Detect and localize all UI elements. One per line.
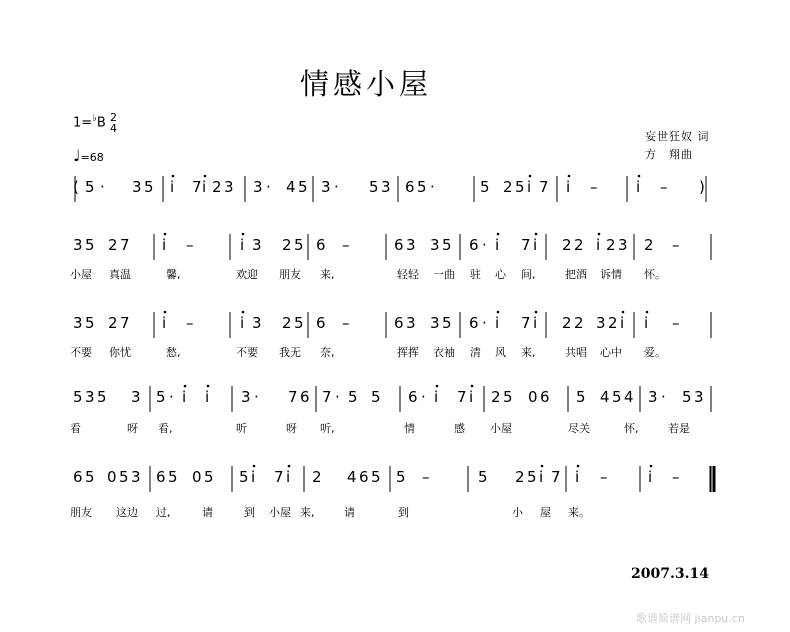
note: · [100, 178, 105, 196]
note: 5 [396, 468, 406, 486]
note: · [482, 236, 487, 254]
note: 4 [600, 388, 610, 406]
high-octave-dot [184, 385, 187, 388]
lyric: 把酒 [565, 268, 587, 281]
lyric: 心中 [600, 346, 622, 359]
note: 4 [286, 178, 296, 196]
note: 5 [97, 388, 107, 406]
lyric: 朋友 [70, 506, 92, 519]
note: i [495, 314, 500, 332]
note: 6 [156, 468, 166, 486]
lyric: 感 [454, 422, 465, 435]
note: 5 [527, 468, 537, 486]
lyric: 一曲 [433, 268, 455, 281]
note: – [342, 314, 350, 332]
lyric: 看, [158, 422, 173, 435]
note: 5 [85, 236, 95, 254]
lyric: 共唱 [565, 346, 587, 359]
note: i [644, 314, 649, 332]
note: 7 [322, 388, 332, 406]
note: i [575, 468, 580, 486]
note: 5 [144, 178, 154, 196]
lyric: 尽关 [568, 422, 590, 435]
note: 5 [239, 468, 249, 486]
note: 2 [491, 388, 501, 406]
high-octave-dot [242, 311, 245, 314]
note: 5 [442, 314, 452, 332]
note: i [527, 178, 532, 196]
note: 6 [316, 314, 326, 332]
lyric: 小屋 [490, 422, 512, 435]
note: 7 [457, 388, 467, 406]
note: i [620, 314, 625, 332]
note: 3 [430, 236, 440, 254]
note: – [672, 314, 680, 332]
note: · [482, 314, 487, 332]
lyric: 小屋 [269, 506, 291, 519]
note: 2 [282, 314, 292, 332]
note: 5 [298, 178, 308, 196]
note: – [672, 468, 680, 486]
lyric: 怀。 [644, 268, 666, 281]
lyric: 若是 [668, 422, 690, 435]
note: 6 [316, 236, 326, 254]
note: 6 [405, 178, 415, 196]
lyric: 挥挥 [397, 346, 419, 359]
note: 6 [300, 388, 310, 406]
note: 2 [515, 468, 525, 486]
note: 3 [406, 236, 416, 254]
note: 7 [120, 236, 130, 254]
lyric: 清 [470, 346, 481, 359]
note: 5 [348, 388, 358, 406]
note: 5 [576, 388, 586, 406]
note: 5 [503, 388, 513, 406]
note: 2 [562, 236, 572, 254]
lyric: 呀 [127, 422, 138, 435]
note: 3 [73, 236, 83, 254]
lyric: 衣袖 [433, 346, 455, 359]
high-octave-dot [646, 311, 649, 314]
note: 5 [515, 178, 525, 196]
note: i [205, 388, 210, 406]
note: i [495, 236, 500, 254]
lyric: 轻轻 [397, 268, 419, 281]
note: 3 [596, 314, 606, 332]
high-octave-dot [204, 175, 207, 178]
note: · [169, 388, 174, 406]
tempo-value: =68 [80, 151, 104, 164]
note: – [186, 236, 194, 254]
note: 5 [85, 468, 95, 486]
lyric: 到 [244, 506, 255, 519]
note: 5 [417, 178, 427, 196]
note: 5 [478, 468, 488, 486]
note: · [254, 388, 259, 406]
note: 7 [521, 314, 531, 332]
high-octave-dot [436, 385, 439, 388]
time-bottom: 4 [109, 122, 117, 135]
note: 5 [73, 388, 83, 406]
note: 3 [131, 388, 141, 406]
high-octave-dot [529, 175, 532, 178]
note: 6 [469, 314, 479, 332]
lyric: 这边 [116, 506, 138, 519]
note: 3 [241, 388, 251, 406]
note: 0 [528, 388, 538, 406]
song-title: 情感小屋 [300, 67, 433, 101]
note: 3 [430, 314, 440, 332]
note: 5 [480, 178, 490, 196]
note: 2 [606, 236, 616, 254]
key-letter: B [96, 115, 106, 131]
note: 2 [574, 314, 584, 332]
note: i [539, 468, 544, 486]
high-octave-dot [164, 311, 167, 314]
note: i [162, 314, 167, 332]
note: 6 [359, 468, 369, 486]
high-octave-dot [535, 311, 538, 314]
flat-sign: ♭ [92, 113, 97, 125]
high-octave-dot [471, 385, 474, 388]
note: i [636, 178, 641, 196]
high-octave-dot [541, 465, 544, 468]
lyric: 来。 [568, 506, 590, 519]
site-watermark: 歌谱简谱网 jianpu.cn [636, 612, 745, 625]
note: i [533, 314, 538, 332]
note: – [590, 178, 598, 196]
quarter-note-icon: ♩ [73, 146, 81, 165]
note: i [286, 468, 291, 486]
note: 5 [442, 236, 452, 254]
note: i [240, 314, 245, 332]
note: 2 [108, 314, 118, 332]
note: 3 [224, 178, 234, 196]
time-top: 2 [109, 111, 117, 124]
lyric: 情 [404, 422, 415, 435]
lyric: 愁, [166, 346, 181, 359]
note: · [661, 388, 666, 406]
note: 3 [132, 178, 142, 196]
note: 2 [503, 178, 513, 196]
note: 5 [156, 388, 166, 406]
note: 5 [294, 236, 304, 254]
note: 5 [612, 388, 622, 406]
note: 5 [682, 388, 692, 406]
note: 6 [408, 388, 418, 406]
note: 0 [107, 468, 117, 486]
high-octave-dot [242, 233, 245, 236]
lyric: 诉情 [600, 268, 622, 281]
note: 7 [521, 236, 531, 254]
high-octave-dot [568, 175, 571, 178]
lyric: 奈, [320, 346, 335, 359]
note: · [266, 178, 271, 196]
note: 3 [648, 388, 658, 406]
note: 4 [624, 388, 634, 406]
high-octave-dot [598, 233, 601, 236]
note: 3 [694, 388, 704, 406]
lyric: 馨, [166, 268, 181, 281]
key-prefix: 1= [73, 115, 93, 131]
lyric: 小 [512, 506, 523, 519]
note: 0 [192, 468, 202, 486]
note: i [434, 388, 439, 406]
note: 3 [252, 236, 262, 254]
note: 2 [562, 314, 572, 332]
lyric: 爱。 [644, 346, 666, 359]
high-octave-dot [207, 385, 210, 388]
note: 3 [381, 178, 391, 196]
lyric: 来, [300, 506, 315, 519]
note: 2 [608, 314, 618, 332]
note: – [672, 236, 680, 254]
note: 7 [274, 468, 284, 486]
note: i [162, 236, 167, 254]
high-octave-dot [497, 233, 500, 236]
note: 6 [540, 388, 550, 406]
lyric: 真温 [109, 268, 131, 281]
note: 5 [369, 178, 379, 196]
note: 2 [312, 468, 322, 486]
note: 7 [120, 314, 130, 332]
high-octave-dot [638, 175, 641, 178]
note: 5 [294, 314, 304, 332]
note: 3 [406, 314, 416, 332]
note: 3 [253, 178, 263, 196]
lyric: 欢迎 [236, 268, 258, 281]
lyric: 间, [521, 268, 536, 281]
lyric: 不要 [70, 346, 92, 359]
note: i [182, 388, 187, 406]
lyric: 请 [202, 506, 213, 519]
note: i [566, 178, 571, 196]
note: 2 [212, 178, 222, 196]
lyric: 我无 [279, 346, 301, 359]
high-octave-dot [172, 175, 175, 178]
note: 2 [108, 236, 118, 254]
note: 3 [321, 178, 331, 196]
lyric: 驻 [470, 268, 481, 281]
note: 5 [85, 314, 95, 332]
lyric: 你忧 [109, 346, 131, 359]
note: i [648, 468, 653, 486]
note: 2 [282, 236, 292, 254]
note: 7 [288, 388, 298, 406]
note: 7 [551, 468, 561, 486]
lyric: 到 [398, 506, 409, 519]
note: i [469, 388, 474, 406]
note: i [533, 236, 538, 254]
lyricist-credit: 妄世狂奴 词 [645, 130, 710, 143]
note: 5 [85, 178, 95, 196]
note: 5 [371, 388, 381, 406]
note: · [335, 388, 340, 406]
note: 5 [204, 468, 214, 486]
high-octave-dot [288, 465, 291, 468]
lyric: 听, [320, 422, 335, 435]
lyric: 小屋 [70, 268, 92, 281]
lyric: 来, [521, 346, 536, 359]
lyric: 朋友 [279, 268, 301, 281]
note: – [342, 236, 350, 254]
lyric: 怀, [624, 422, 639, 435]
note: i [240, 236, 245, 254]
high-octave-dot [164, 233, 167, 236]
note: 6 [469, 236, 479, 254]
note: – [186, 314, 194, 332]
note: 2 [574, 236, 584, 254]
lyric: 屋 [540, 506, 551, 519]
note: i [202, 178, 207, 196]
note: 6 [394, 236, 404, 254]
note: ( [73, 178, 79, 196]
lyric: 不要 [236, 346, 258, 359]
note: 3 [252, 314, 262, 332]
note: · [430, 178, 435, 196]
note: 5 [371, 468, 381, 486]
lyric: 听 [236, 422, 247, 435]
note: – [660, 178, 668, 196]
composer-credit: 方 翔曲 [645, 148, 693, 161]
lyric: 来, [320, 268, 335, 281]
note: 3 [73, 314, 83, 332]
note: 2 [644, 236, 654, 254]
note: 3 [131, 468, 141, 486]
high-octave-dot [577, 465, 580, 468]
lyric: 风 [495, 346, 506, 359]
note: 5 [168, 468, 178, 486]
note: 6 [394, 314, 404, 332]
note: 7 [192, 178, 202, 196]
note: i [170, 178, 175, 196]
lyric: 心 [495, 268, 506, 281]
note: i [596, 236, 601, 254]
note: · [334, 178, 339, 196]
lyric: 过, [156, 506, 171, 519]
date-stamp: 2007.3.14 [631, 566, 709, 582]
lyric: 请 [344, 506, 355, 519]
note: · [421, 388, 426, 406]
high-octave-dot [497, 311, 500, 314]
note: 3 [618, 236, 628, 254]
lyric: 呀 [286, 422, 297, 435]
high-octave-dot [622, 311, 625, 314]
note: 5 [119, 468, 129, 486]
note: ) [699, 178, 705, 196]
note: 6 [73, 468, 83, 486]
lyric: 看 [70, 422, 81, 435]
high-octave-dot [253, 465, 256, 468]
note: 7 [539, 178, 549, 196]
high-octave-dot [650, 465, 653, 468]
high-octave-dot [535, 233, 538, 236]
note: – [422, 468, 430, 486]
note: 4 [347, 468, 357, 486]
note: i [251, 468, 256, 486]
note: – [600, 468, 608, 486]
note: 3 [85, 388, 95, 406]
